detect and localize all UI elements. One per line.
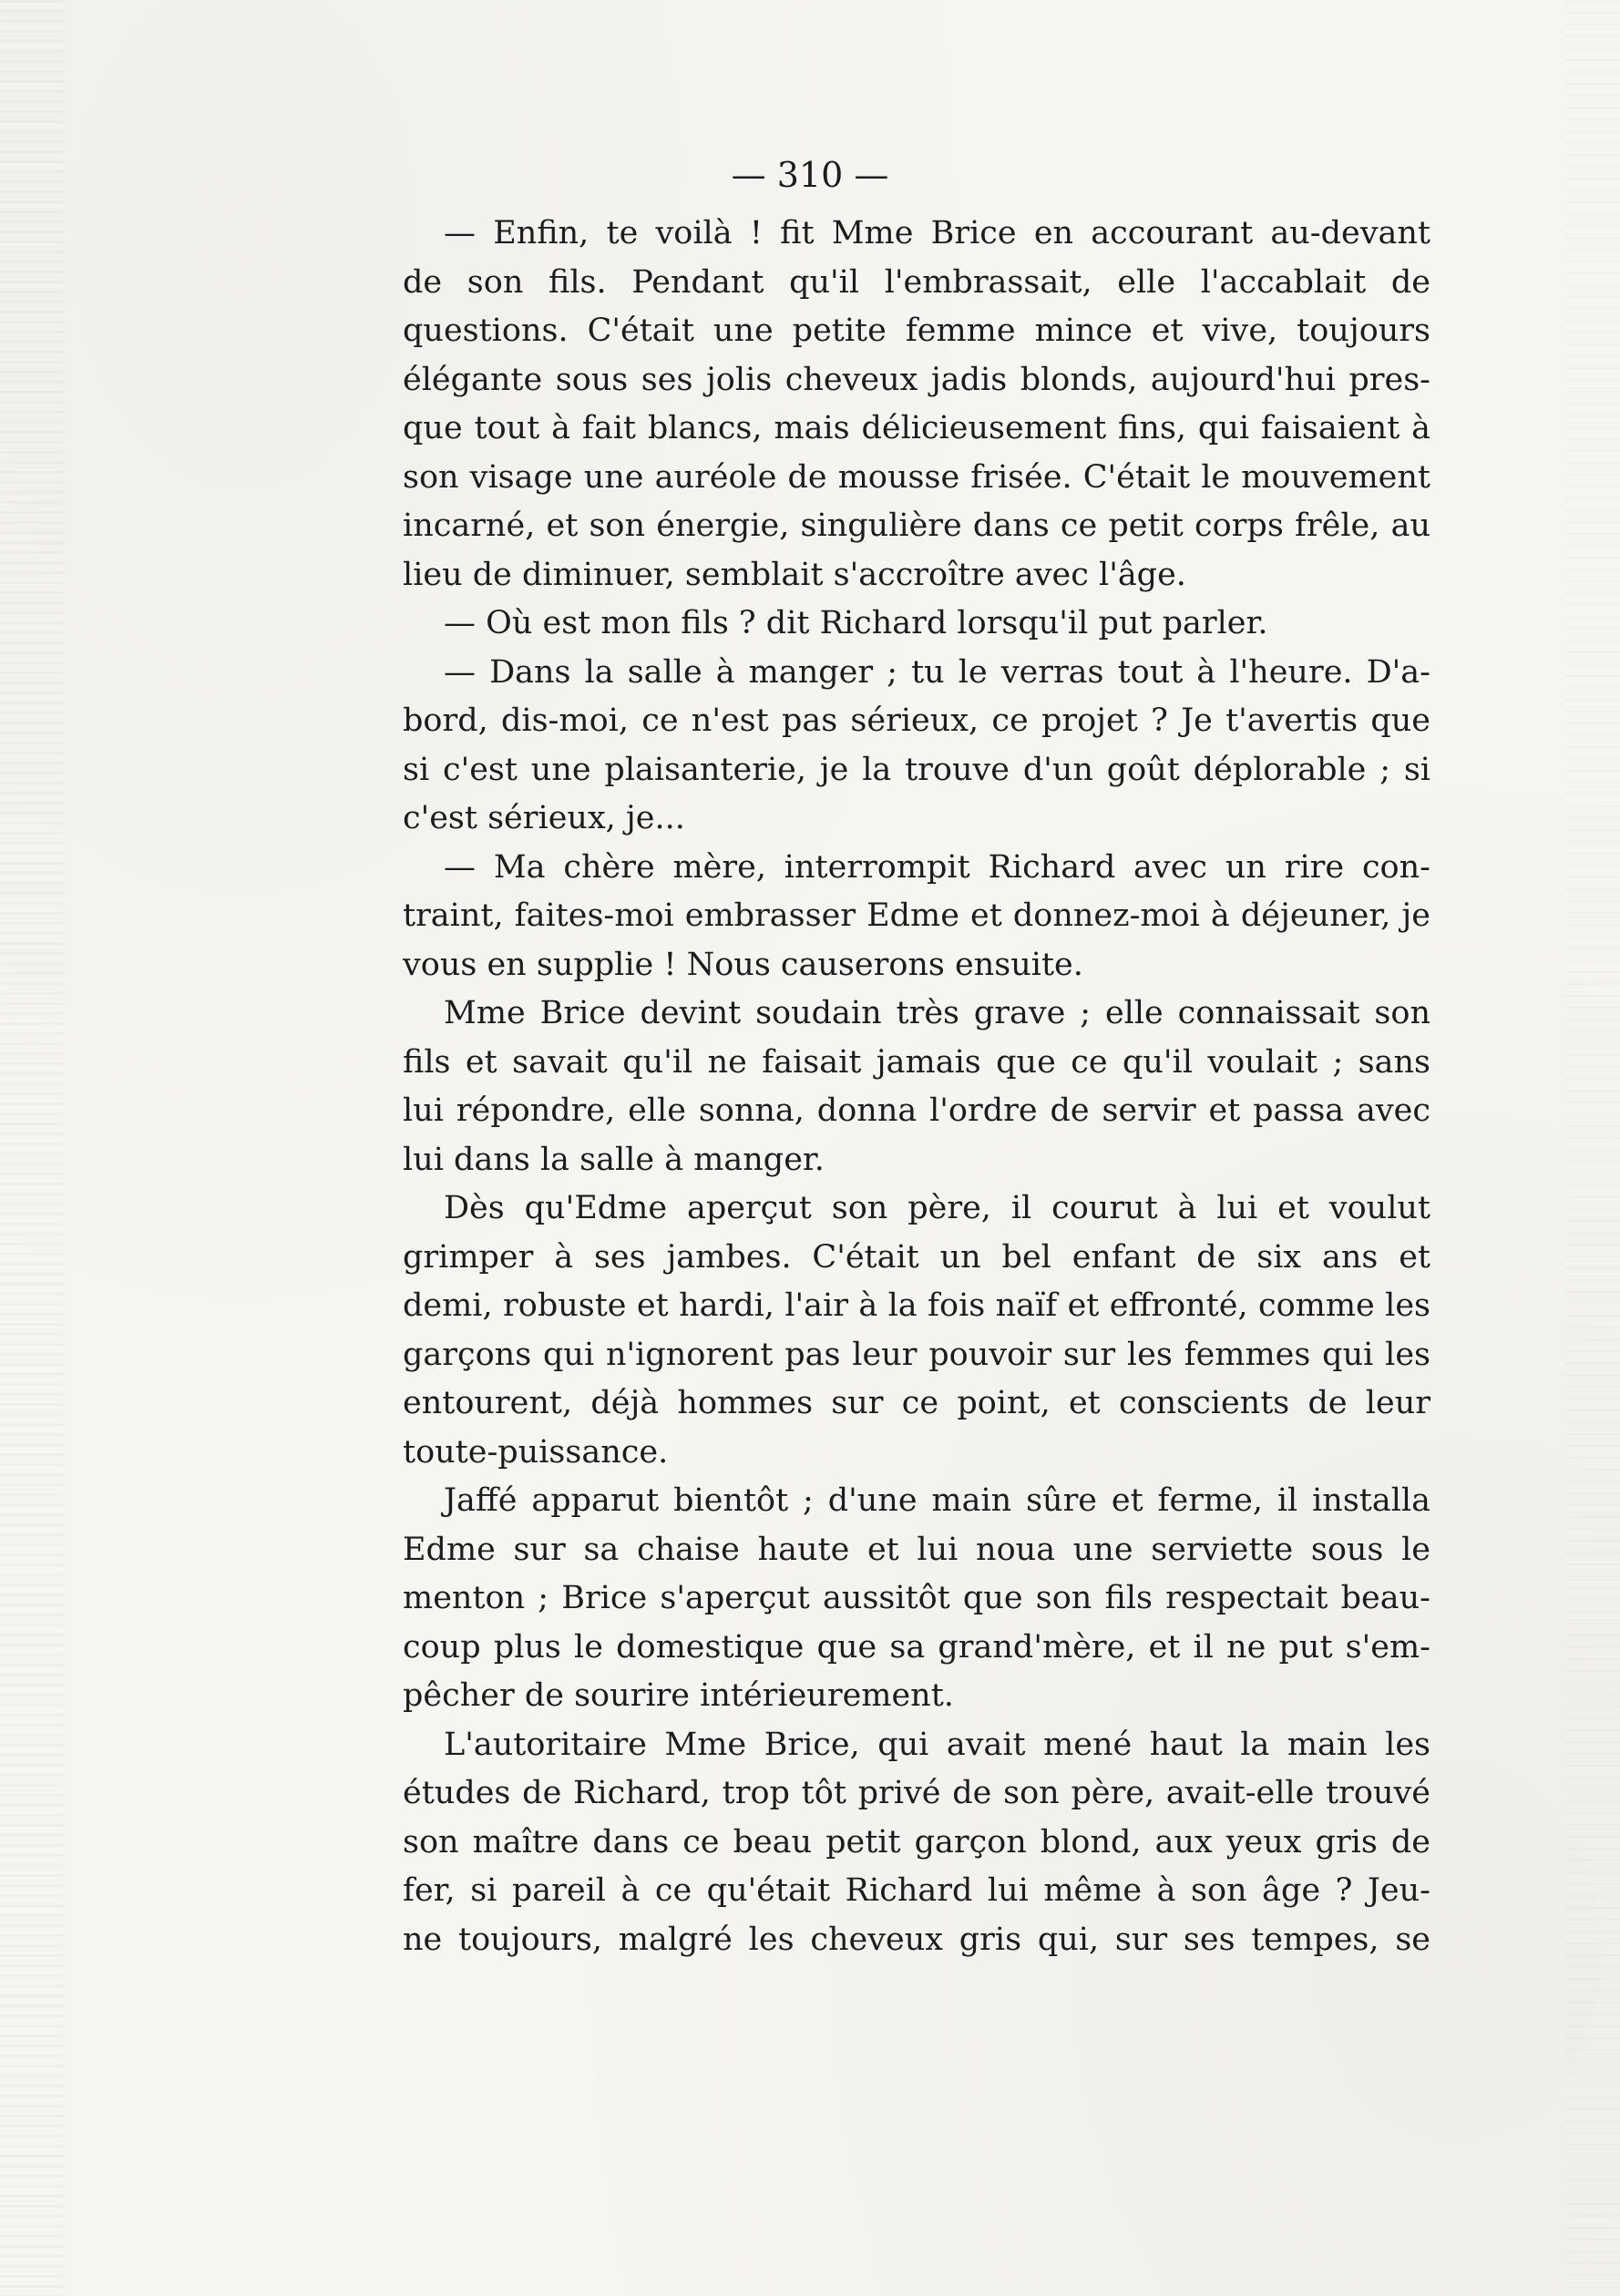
text-line: menton ; Brice s'aperçut aussitôt que son fils respectait beau-: [403, 1580, 1430, 1616]
text-line: bord, dis-moi, ce n'est pas sérieux, ce projet ? Je t'avertis que: [403, 702, 1430, 739]
text-line: demi, robuste et hardi, l'air à la fois naïf et effronté, comme les: [403, 1287, 1430, 1324]
text-line: traint, faites-moi embrasser Edme et donnez-moi à déjeuner, je: [403, 897, 1430, 934]
text-line: que tout à fait blancs, mais délicieusement fins, qui faisaient à: [403, 410, 1430, 446]
text-line: entourent, déjà hommes sur ce point, et conscients de leur: [403, 1385, 1430, 1421]
text-line: lieu de diminuer, semblait s'accroître avec l'âge.: [403, 556, 1186, 593]
text-line: questions. C'était une petite femme mince et vive, toujours: [403, 313, 1430, 349]
text-line: son visage une auréole de mousse frisée. C'était le mouvement: [403, 458, 1430, 496]
text-line: garçons qui n'ignorent pas leur pouvoir sur les femmes qui les: [403, 1336, 1430, 1373]
text-line: pêcher de sourire intérieurement.: [403, 1677, 954, 1714]
page-edge-left: [0, 0, 64, 2296]
text-line: Jaffé apparut bientôt ; d'une main sûre et ferme, il installa: [444, 1482, 1430, 1519]
text-line: Mme Brice devint soudain très grave ; elle connaissait son: [444, 995, 1430, 1031]
text-line: toute-puissance.: [403, 1433, 669, 1471]
text-line: lui dans la salle à manger.: [403, 1141, 825, 1178]
text-line: vous en supplie ! Nous causerons ensuite.: [403, 946, 1083, 983]
text-line: — Dans la salle à manger ; tu le verras tout à l'heure. D'a-: [444, 653, 1430, 691]
page-number: — 310 —: [731, 155, 889, 195]
text-line: études de Richard, trop tôt privé de son père, avait-elle trouvé: [403, 1775, 1430, 1811]
text-line: grimper à ses jambes. C'était un bel enfant de six ans et: [403, 1238, 1430, 1276]
text-line: ne toujours, malgré les cheveux gris qui, sur ses tempes, se: [403, 1921, 1430, 1958]
text-line: incarné, et son énergie, singulière dans ce petit corps frêle, au: [403, 507, 1430, 544]
text-line: — Enfin, te voilà ! fit Mme Brice en accourant au-devant: [444, 215, 1430, 251]
text-line: Dès qu'Edme aperçut son père, il courut à lui et voulut: [444, 1190, 1430, 1226]
text-line: de son fils. Pendant qu'il l'embrassait, elle l'accablait de: [403, 263, 1430, 301]
text-line: élégante sous ses jolis cheveux jadis blonds, aujourd'hui pres-: [403, 361, 1430, 398]
text-line: lui répondre, elle sonna, donna l'ordre de servir et passa avec: [403, 1092, 1430, 1129]
body-text: [403, 210, 1430, 1964]
text-line: L'autoritaire Mme Brice, qui avait mené haut la main les: [444, 1726, 1430, 1763]
text-line: si c'est une plaisanterie, je la trouve d'un goût déplorable ; si: [403, 751, 1430, 788]
text-line: fer, si pareil à ce qu'était Richard lui même à son âge ? Jeu-: [403, 1872, 1430, 1909]
page-edge-right: [1565, 0, 1620, 2296]
text-line: son maître dans ce beau petit garçon blond, aux yeux gris de: [403, 1823, 1430, 1860]
text-line: coup plus le domestique que sa grand'mère, et il ne put s'em-: [403, 1628, 1430, 1666]
text-line: fils et savait qu'il ne faisait jamais que ce qu'il voulait ; sans: [403, 1043, 1430, 1081]
text-line: — Où est mon fils ? dit Richard lorsqu'il put parler.: [444, 605, 1268, 641]
text-line: Edme sur sa chaise haute et lui noua une serviette sous le: [403, 1531, 1430, 1568]
text-line: c'est sérieux, je...: [403, 800, 685, 836]
text-line: — Ma chère mère, interrompit Richard avec un rire con-: [444, 848, 1430, 886]
